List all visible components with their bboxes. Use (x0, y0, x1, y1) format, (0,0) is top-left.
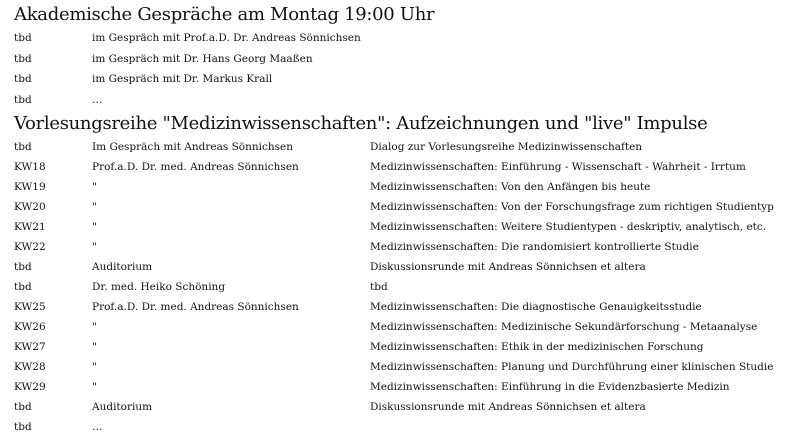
cell-col3: Medizinwissenschaften: Die randomisiert kontrollierte Studie (370, 241, 699, 253)
table-row (14, 337, 794, 357)
cell-col3: Medizinwissenschaften: Weitere Studientypen - deskriptiv, analytisch, etc. (370, 221, 767, 233)
cell-col3: Medizinwissenschaften: Einführung in die Evidenzbasierte Medizin (370, 381, 730, 393)
table-row (14, 49, 794, 70)
cell-col2: Prof.a.D. Dr. med. Andreas Sönnichsen (92, 301, 299, 313)
cell-col1: tbd (14, 93, 32, 106)
cell-col2: im Gespräch mit Dr. Markus Krall (92, 73, 273, 85)
cell-col2: " (92, 221, 97, 233)
cell-col1: tbd (14, 401, 32, 413)
table-row (14, 69, 794, 90)
table-row (14, 137, 794, 157)
cell-col1: KW22 (14, 241, 46, 253)
cell-col2: im Gespräch mit Prof.a.D. Dr. Andreas Sönnichsen (92, 32, 361, 44)
table-row (14, 217, 794, 237)
table-row (14, 317, 794, 337)
section1-table (14, 28, 794, 110)
cell-col2: im Gespräch mit Dr. Hans Georg Maaßen (92, 52, 313, 65)
cell-col2: Prof.a.D. Dr. med. Andreas Sönnichsen (92, 161, 299, 173)
table-row (14, 157, 794, 177)
cell-col2: " (92, 361, 97, 373)
cell-col1: KW18 (14, 161, 46, 173)
cell-col2: … (92, 421, 103, 433)
cell-col1: tbd (14, 141, 32, 153)
cell-col3: Medizinwissenschaften: Ethik in der medizinischen Forschung (370, 341, 704, 353)
cell-col1: KW27 (14, 341, 46, 353)
cell-col1: KW19 (14, 181, 46, 193)
table-row (14, 237, 794, 257)
table-row (14, 257, 794, 277)
cell-col2: Dr. med. Heiko Schöning (92, 281, 226, 293)
cell-col1: KW25 (14, 301, 46, 313)
cell-col1: tbd (14, 421, 32, 433)
cell-col3: Medizinwissenschaften: Von den Anfängen bis heute (370, 181, 651, 193)
section2-title: Vorlesungsreihe "Medizinwissenschaften": Aufzeichnungen und "live" Impulse (14, 113, 708, 134)
table-row (14, 277, 794, 297)
table-row (14, 357, 794, 377)
cell-col2: " (92, 341, 97, 353)
cell-col1: KW21 (14, 221, 46, 233)
table-row (14, 417, 794, 437)
cell-col2: " (92, 321, 97, 333)
cell-col3: Medizinwissenschaften: Von der Forschungsfrage zum richtigen Studientyp (370, 201, 774, 213)
table-row (14, 28, 794, 49)
cell-col2: " (92, 381, 97, 393)
cell-col3: Diskussionsrunde mit Andreas Sönnichsen et altera (370, 261, 646, 273)
cell-col1: tbd (14, 32, 32, 44)
schedule-document (14, 2, 794, 437)
cell-col2: " (92, 201, 97, 213)
section2-table (14, 137, 794, 437)
table-row (14, 297, 794, 317)
cell-col3: Dialog zur Vorlesungsreihe Medizinwissenschaften (370, 141, 643, 153)
cell-col2: Im Gespräch mit Andreas Sönnichsen (92, 141, 293, 153)
cell-col2: … (92, 93, 103, 106)
cell-col1: KW20 (14, 201, 46, 213)
table-row (14, 90, 794, 111)
cell-col3: tbd (370, 281, 388, 293)
cell-col2: Auditorium (92, 401, 153, 413)
cell-col1: tbd (14, 52, 32, 65)
cell-col1: tbd (14, 73, 32, 85)
cell-col1: tbd (14, 261, 32, 273)
cell-col3: Medizinwissenschaften: Die diagnostische Genauigkeitsstudie (370, 301, 702, 313)
cell-col1: KW28 (14, 361, 46, 373)
section1-title: Akademische Gespräche am Montag 19:00 Uhr (14, 4, 435, 25)
table-row (14, 177, 794, 197)
cell-col1: KW26 (14, 321, 46, 333)
cell-col3: Medizinwissenschaften: Einführung - Wissenschaft - Wahrheit - Irrtum (370, 161, 746, 173)
table-row (14, 397, 794, 417)
cell-col2: " (92, 181, 97, 193)
cell-col1: KW29 (14, 381, 46, 393)
cell-col3: Medizinwissenschaften: Planung und Durchführung einer klinischen Studie (370, 361, 774, 373)
cell-col2: Auditorium (92, 261, 153, 273)
cell-col3: Medizinwissenschaften: Medizinische Sekundärforschung - Metaanalyse (370, 321, 758, 333)
cell-col1: tbd (14, 281, 32, 293)
table-row (14, 377, 794, 397)
table-row (14, 197, 794, 217)
cell-col3: Diskussionsrunde mit Andreas Sönnichsen et altera (370, 401, 646, 413)
cell-col2: " (92, 241, 97, 253)
